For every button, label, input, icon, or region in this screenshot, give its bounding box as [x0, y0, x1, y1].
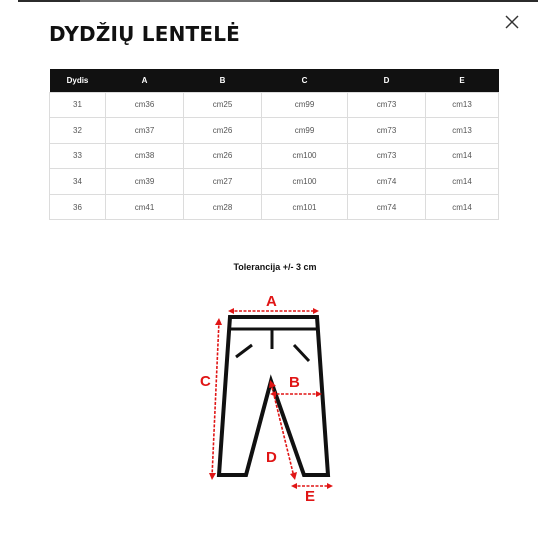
table-cell: cm14 — [426, 143, 499, 169]
table-cell: cm100 — [262, 169, 348, 195]
size-table — [49, 69, 499, 220]
close-button[interactable] — [501, 11, 523, 33]
table-cell: cm37 — [106, 118, 184, 144]
table-row — [50, 143, 499, 169]
right-pocket — [294, 345, 309, 361]
table-cell: cm26 — [184, 118, 262, 144]
table-cell: 33 — [50, 143, 106, 169]
table-cell: cm100 — [262, 143, 348, 169]
table-row — [50, 118, 499, 144]
table-cell: 32 — [50, 118, 106, 144]
header-size: Dydis — [50, 69, 106, 92]
pants-diagram-icon — [190, 285, 340, 505]
top-divider — [18, 0, 538, 2]
label-e: E — [305, 488, 316, 505]
tolerance-note: Tolerancija +/- 3 cm — [233, 262, 317, 272]
measure-c-line — [212, 321, 219, 477]
pants-measurement-diagram — [190, 285, 340, 505]
table-cell: cm36 — [106, 92, 184, 118]
table-cell: cm74 — [348, 169, 426, 195]
table-cell: cm27 — [184, 169, 262, 195]
label-b: B — [289, 374, 300, 391]
label-a: A — [266, 293, 277, 310]
table-cell: 34 — [50, 169, 106, 195]
table-cell: cm73 — [348, 143, 426, 169]
table-cell: cm25 — [184, 92, 262, 118]
table-cell: cm74 — [348, 194, 426, 220]
left-pocket — [236, 345, 252, 357]
table-cell: cm28 — [184, 194, 262, 220]
label-c: C — [200, 373, 211, 390]
table-cell: cm14 — [426, 169, 499, 195]
modal-title: DYDŽIŲ LENTELĖ — [49, 22, 241, 46]
table-cell: cm26 — [184, 143, 262, 169]
table-cell: cm101 — [262, 194, 348, 220]
table-header-row — [50, 69, 499, 92]
top-divider-accent — [80, 0, 270, 2]
header-c: C — [262, 69, 348, 92]
label-d: D — [266, 449, 277, 466]
table-cell: cm13 — [426, 92, 499, 118]
table-cell: cm99 — [262, 118, 348, 144]
header-e: E — [426, 69, 499, 92]
table-cell: cm41 — [106, 194, 184, 220]
table-cell: cm38 — [106, 143, 184, 169]
close-icon — [501, 11, 523, 33]
table-cell: cm13 — [426, 118, 499, 144]
table-cell: cm99 — [262, 92, 348, 118]
table-cell: 31 — [50, 92, 106, 118]
header-a: A — [106, 69, 184, 92]
table-row — [50, 92, 499, 118]
table-cell: 36 — [50, 194, 106, 220]
table-cell: cm73 — [348, 118, 426, 144]
table-row — [50, 169, 499, 195]
header-d: D — [348, 69, 426, 92]
table-cell: cm39 — [106, 169, 184, 195]
table-cell: cm14 — [426, 194, 499, 220]
table-cell: cm73 — [348, 92, 426, 118]
table-row — [50, 194, 499, 220]
header-b: B — [184, 69, 262, 92]
